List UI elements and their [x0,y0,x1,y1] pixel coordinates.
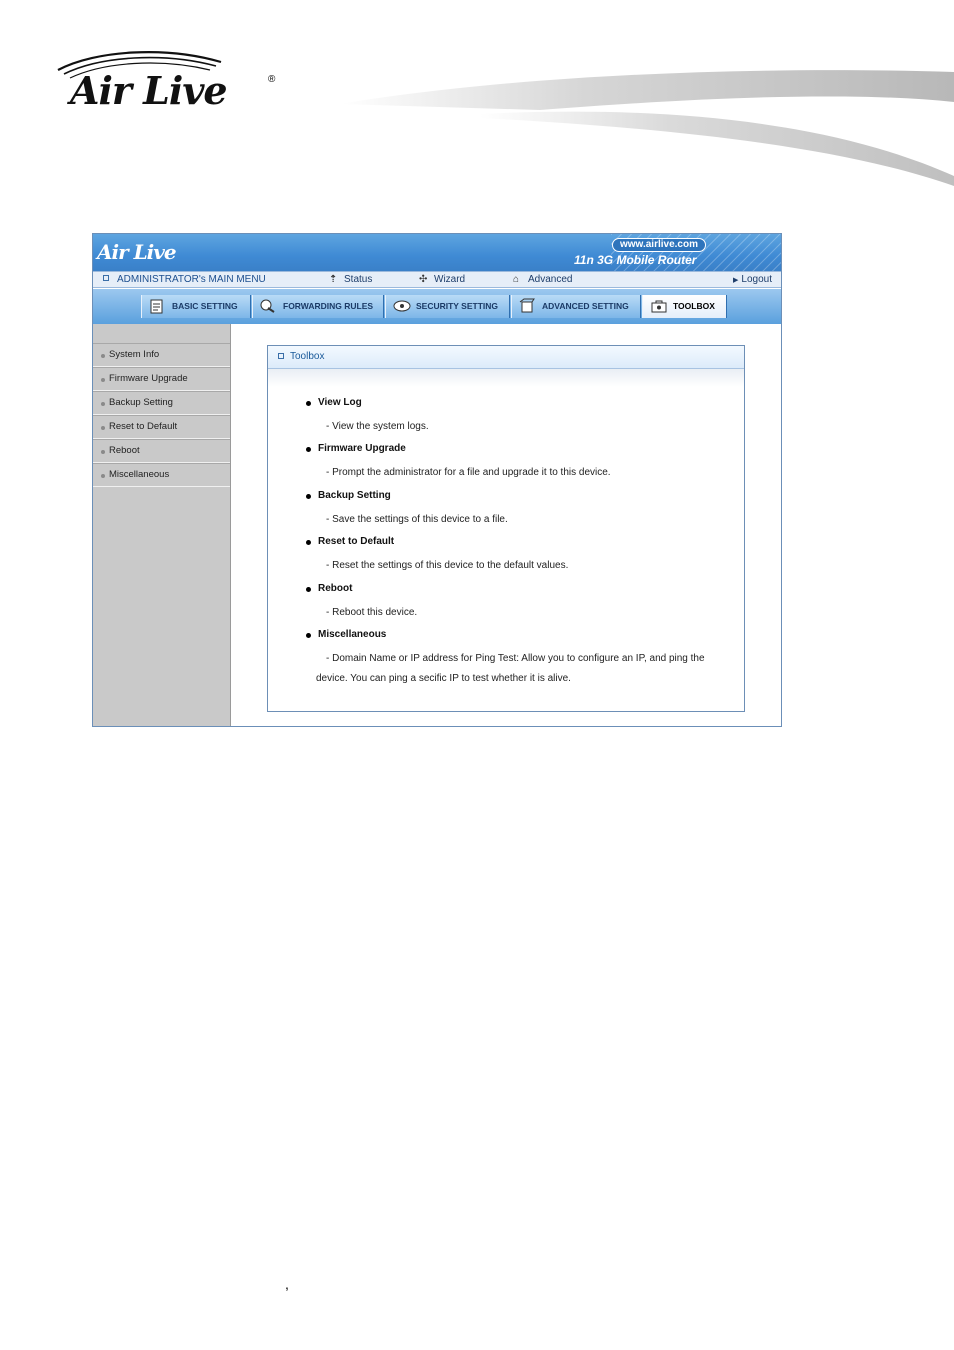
list-item-reboot [306,583,726,623]
entry-title: Reboot [306,583,726,594]
sidebar-item-label: Reboot [109,445,140,456]
sidebar-item-reboot[interactable] [93,439,230,463]
tab-advanced-setting[interactable] [511,295,641,318]
admin-main-menu-label: ADMINISTRATOR's MAIN MENU [117,274,266,285]
bullet-icon [101,402,105,406]
wizard-icon: ✣ [419,274,428,285]
list-item-backup-setting [306,490,726,530]
list-item-miscellaneous [306,629,726,689]
square-bullet-icon [278,353,284,359]
entry-description [306,649,726,689]
logout-link[interactable] [733,272,772,288]
advanced-icon: ⌂ [513,274,520,285]
entry-description-line1: - Domain Name or IP address for Ping Test: Allow you to configure an IP, and ping the [326,653,705,664]
website-link[interactable]: www.airlive.com [612,238,706,252]
airlive-logo [56,48,286,118]
menu-wizard-label: Wizard [434,274,466,285]
tab-basic-setting-label: BASIC SETTING [172,301,238,311]
sidebar-item-backup-setting[interactable] [93,391,230,415]
model-name: 11n 3G Mobile Router [574,253,697,267]
panel-header [268,346,744,369]
entry-description: - Prompt the administrator for a file and upgrade it to this device. [326,467,611,478]
bullet-icon [101,426,105,430]
registered-mark: ® [268,74,276,85]
tab-security-setting[interactable] [385,295,510,318]
tab-toolbox[interactable] [642,295,727,318]
sidebar-item-firmware-upgrade[interactable] [93,367,230,391]
list-item-firmware-upgrade [306,443,726,483]
menu-status-label: Status [344,274,373,285]
entry-title: View Log [306,397,726,408]
router-banner [93,234,781,271]
forwarding-icon [259,298,279,314]
tab-forwarding-rules-label: FORWARDING RULES [283,301,374,311]
arrow-right-icon: ▶ [733,277,739,284]
sidebar-item-label: Firmware Upgrade [109,373,188,384]
sidebar-item-miscellaneous[interactable] [93,463,230,487]
document-icon [148,298,168,314]
sidebar [93,324,231,726]
entry-title: Miscellaneous [306,629,726,640]
panel-title: Toolbox [290,351,325,362]
tab-advanced-setting-label: ADVANCED SETTING [542,301,629,311]
tab-security-setting-label: SECURITY SETTING [416,301,499,311]
entry-description: - Reset the settings of this device to the default values. [326,560,569,571]
entry-description: - View the system logs. [326,421,429,432]
list-item-reset-to-default [306,536,726,576]
menu-wizard[interactable] [419,272,465,287]
entry-description: - Reboot this device. [326,607,418,618]
sidebar-item-reset-to-default[interactable] [93,415,230,439]
admin-main-menu[interactable] [103,272,266,287]
sidebar-item-label: Reset to Default [109,421,178,432]
toolbox-panel [267,345,745,712]
sidebar-item-label: System Info [109,349,160,360]
bullet-icon [101,354,105,358]
router-ui-window [92,233,782,727]
tab-forwarding-rules[interactable] [252,295,384,318]
stray-comma-mark: , [285,1276,289,1292]
tab-basic-setting[interactable] [141,295,251,318]
security-icon [392,298,412,314]
advanced-setting-icon [518,298,538,314]
entry-title: Backup Setting [306,490,726,501]
square-bullet-icon [103,275,109,281]
list-item-view-log [306,397,726,437]
status-icon: ⇡ [329,274,338,285]
panel-fade [268,369,744,387]
bullet-icon [101,378,105,382]
tab-toolbox-label: TOOLBOX [673,301,715,311]
sidebar-item-label: Miscellaneous [109,469,170,480]
toolbox-icon [649,298,669,314]
sidebar-item-label: Backup Setting [109,397,173,408]
logo-text: Air Live [70,68,227,113]
bullet-icon [101,450,105,454]
bullet-icon [101,474,105,478]
menu-advanced[interactable] [513,272,572,287]
main-menu-bar [93,271,781,288]
tab-bar [93,289,781,324]
menu-status[interactable] [329,272,372,287]
header-swoosh-graphic [340,66,954,186]
entry-title: Firmware Upgrade [306,443,726,454]
entry-description: - Save the settings of this device to a file. [326,514,508,525]
entry-title: Reset to Default [306,536,726,547]
sidebar-item-system-info[interactable] [93,343,230,367]
banner-logo: Air Live [97,240,176,264]
menu-advanced-label: Advanced [528,274,573,285]
entry-description-line2: device. You can ping a secific IP to test whether it is alive. [316,673,571,684]
logout-label: Logout [741,274,772,285]
